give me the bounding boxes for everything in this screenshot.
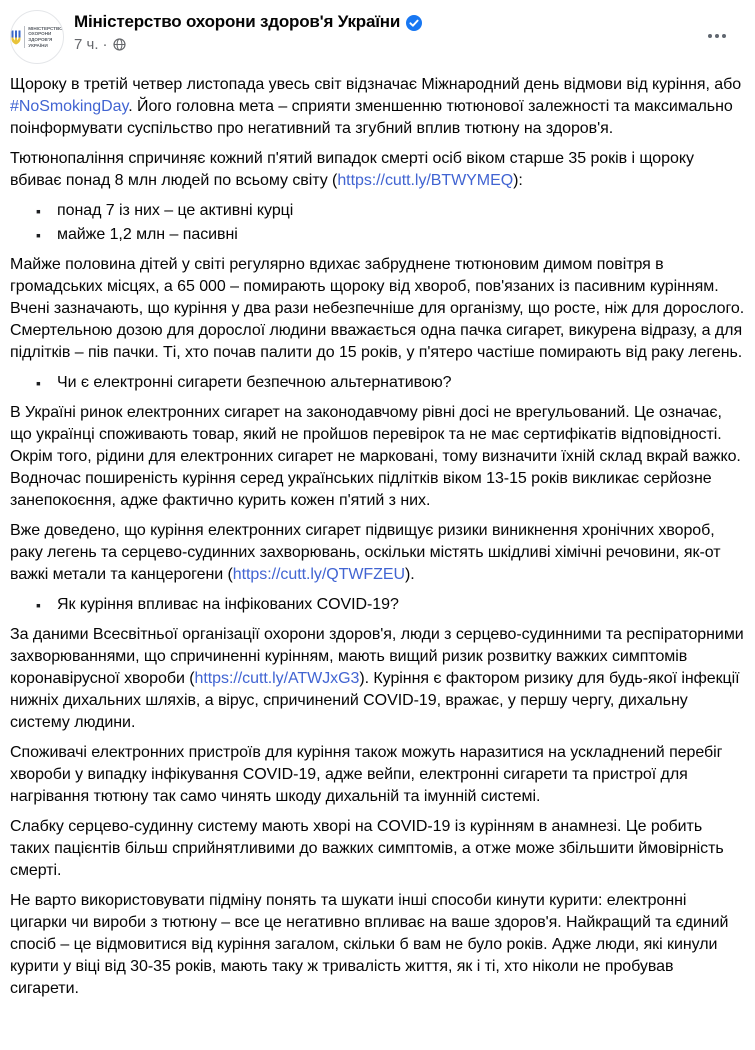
square-bullet-icon: ▪ [36,375,41,391]
post-body [0,68,755,1000]
list-item [36,372,745,394]
list-item-text: Як куріння впливає на інфікованих COVID-19? [57,596,399,613]
timestamp-link[interactable]: 7 ч. [74,36,99,53]
post-paragraph: В Україні ринок електронних сигарет на законодавчому рівні досі не врегульований. Це означає, що українці споживають товар, який не пройшов перевірок та не має сертифікатів відповідності. Окрім того, рідини для електронних сигарет не марковані, тому визначити їхній склад вкрай важко. Водночас поширеність куріння серед українських підлітків віком 13-15 років викликає серйозне занепокоєння, адже фактично курить кожен п'ятий з них. [10,404,741,509]
emblem-line: ЗДОРОВ'Я [28,37,53,42]
emblem-line: УКРАЇНИ [28,42,48,48]
square-bullet-icon: ▪ [36,597,41,613]
cuttly-link-2[interactable]: https://cutt.ly/QTWFZEU [232,566,405,583]
emblem-line: ОХОРОНИ [28,31,52,37]
square-bullet-icon: ▪ [36,227,41,243]
emblem-line: МІНІСТЕРСТВО [28,25,63,31]
list-item-text: майже 1,2 млн – пасивні [57,226,238,243]
cuttly-link-1[interactable]: https://cutt.ly/BTWYMEQ [337,172,514,189]
post-list [10,594,745,616]
post-paragraph: Споживачі електронних пристроїв для куріння також можуть наразитися на ускладнений перебіг хвороби у випадку інфікування COVID-19, адже вейпи, електронні сигарети та пристрої для нагрівання тютюну так само чинять шкоду дихальній та імунній системі. [10,744,723,805]
post-paragraph: Щороку в третій четвер листопада увесь світ відзначає Міжнародний день відмови від куріння, або #NoSmokingDay. Його головна мета – сприяти зменшенню тютюнової залежності та максимально поінформувати суспільство про негативний та згубний вплив тютюну на здоров'я. [10,76,742,137]
meta-separator: · [102,36,108,53]
post-paragraph: Тютюнопаління спричиняє кожний п'ятий випадок смерті осіб віком старше 35 років і щороку вбиває понад 8 млн людей по всьому світу (https://cutt.ly/BTWYMEQ): [10,150,694,189]
list-item [36,224,745,246]
hashtag-nosmokingday-link[interactable]: #NoSmokingDay [10,98,129,115]
post-list [10,372,745,394]
ministry-emblem [11,26,63,48]
page-name-link[interactable]: Міністерство охорони здоров'я України [74,12,401,31]
list-item-text: Чи є електронні сигарети безпечною альтернативою? [57,374,452,391]
trident-icon [11,30,21,45]
list-item [36,594,745,616]
list-item-text: понад 7 із них – це активні курці [57,202,294,219]
list-item [36,200,745,222]
post-list [10,200,745,246]
ellipsis-icon [708,34,726,38]
post-paragraph: За даними Всесвітньої організації охорони здоров'я, люди з серцево-судинними та респіраторними захворюваннями, що спричиненні курінням, мають вищий ризик розвитку важких симптомів коронавірусної хвороби (https://cutt.ly/ATWJxG3). Куріння є фактором ризику для будь-якої інфекції нижніх дихальних шляхів, а вірус, спричинений COVID-19, вражає, у першу чергу, дихальну систему людини. [10,626,744,731]
post-meta [74,36,422,53]
post-paragraph: Слабку серцево-судинну систему мають хворі на COVID-19 із курінням в анамнезі. Це робить таких пацієнтів більш сприйнятливими до важких симптомів, а отже може збільшити ймовірність смерті. [10,818,724,879]
cuttly-link-3[interactable]: https://cutt.ly/ATWJxG3 [194,670,360,687]
page-avatar[interactable] [10,10,64,64]
post-paragraph: Майже половина дітей у світі регулярно вдихає забруднене тютюновим димом повітря в громадських місцях, а 65 000 – помирають щороку від хвороб, пов'язаних із пасивним курінням. Вчені зазначають, що куріння у два рази небезпечніше для організму, що росте, ніж для дорослого. Смертельною дозою для дорослої людини вважається одна пачка сигарет, викурена відразу, а для підлітків – пів пачки. Ті, хто почав палити до 15 років, у п'ятеро частіше помирають від раку легень. [10,256,745,361]
square-bullet-icon: ▪ [36,203,41,219]
emblem-text [24,26,63,48]
header-info [74,10,422,53]
verified-badge-icon [406,15,422,31]
post-header [0,0,755,68]
name-row [74,12,422,32]
post-paragraph: Не варто використовувати підміну понять та шукати інші способи кинути курити: електронні цигарки чи вироби з тютюну – все це негативно впливає на ваше здоров'я. Найкращий та єдиний спосіб – це відмовитися від куріння загалом, скільки б вам не було років. Адже люди, які кинули курити у віці від 30-35 років, мають таку ж тривалість життя, як і ті, хто ніколи не пробував сигарети. [10,892,729,997]
globe-audience-icon [113,38,126,51]
post-paragraph: Вже доведено, що куріння електронних сигарет підвищує ризики виникнення хронічних хвороб, раку легень та серцево-судинних захворювань, оскільки містять шкідливі хімічні речовини, як-от важкі метали та канцерогени (https://cutt.ly/QTWFZEU). [10,522,721,583]
post-options-button[interactable] [699,24,735,48]
